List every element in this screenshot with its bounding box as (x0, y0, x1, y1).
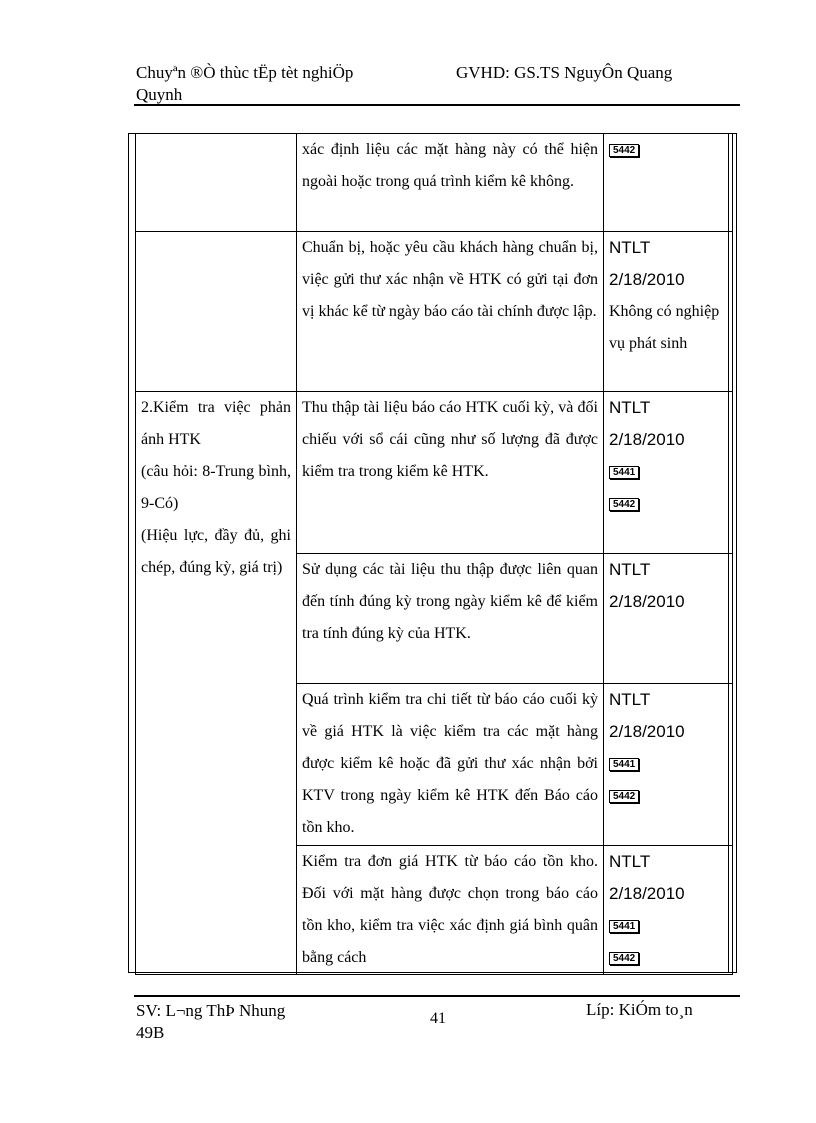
ref-badge[interactable]: 5442 (609, 144, 639, 157)
signoff: NTLT (609, 690, 651, 709)
table-row (136, 134, 733, 232)
signoff-date: 2/18/2010 (609, 592, 685, 611)
objective-assertions: (Hiệu lực, đầy đủ, ghi chép, đúng kỳ, giá trị) (141, 527, 291, 576)
procedure-cell: Quá trình kiểm tra chi tiết từ báo cáo cuối kỳ về giá HTK là việc kiểm tra các mặt hàng được kiểm kê hoặc đã gửi thư xác nhận bởi KTV trong ngày kiểm kê HTK đến Báo cáo tồn kho. (297, 684, 604, 846)
footer-rule (134, 995, 740, 997)
ref-badge[interactable]: 5442 (609, 790, 639, 803)
procedure-cell: xác định liệu các mặt hàng này có thể hiện ngoài hoặc trong quá trình kiểm kê không. (297, 134, 604, 232)
procedure-cell: Sử dụng các tài liệu thu thập được liên quan đến tính đúng kỳ trong ngày kiểm kê để kiểm tra tính đúng kỳ của HTK. (297, 554, 604, 684)
ref-badge[interactable]: 5442 (609, 498, 639, 511)
procedure-cell: Thu thập tài liệu báo cáo HTK cuối kỳ, và đối chiếu với sổ cái cũng như số lượng đã được kiểm tra trong kiểm kê HTK. (297, 392, 604, 554)
reference-cell (604, 846, 733, 975)
signoff: NTLT (609, 238, 651, 257)
objective-cell (136, 392, 297, 975)
header-title: Chuyªn ®Ò thùc tËp tèt nghiÖp (136, 63, 354, 82)
footer-left (136, 1000, 285, 1044)
signoff: NTLT (609, 398, 651, 417)
table-row (136, 232, 733, 392)
reference-cell (604, 134, 733, 232)
reference-cell (604, 232, 733, 392)
header-rule (134, 104, 740, 106)
header-title-cont: Quynh (136, 85, 183, 104)
reference-cell (604, 554, 733, 684)
objective-questions: (câu hỏi: 8-Trung bình, 9-Có) (141, 463, 291, 512)
signoff: NTLT (609, 560, 651, 579)
ref-badge[interactable]: 5442 (609, 952, 639, 965)
procedure-cell: Chuẩn bị, hoặc yêu cầu khách hàng chuẩn bị, việc gửi thư xác nhận về HTK có gửi tại đơn vị khác kể từ ngày báo cáo tài chính được lập. (297, 232, 604, 392)
header-supervisor: GVHD: GS.TS NguyÔn Quang (456, 63, 673, 82)
signoff-date: 2/18/2010 (609, 430, 685, 449)
objective-title: 2.Kiểm tra việc phản ánh HTK (141, 399, 291, 448)
footer-class-code: 49B (136, 1023, 165, 1042)
reference-cell (604, 392, 733, 554)
page-number: 41 (430, 1010, 446, 1027)
table-row (136, 392, 733, 554)
audit-table (135, 133, 733, 975)
ref-badge[interactable]: 5441 (609, 758, 639, 771)
signoff: NTLT (609, 852, 651, 871)
reference-cell (604, 684, 733, 846)
procedure-cell: Kiểm tra đơn giá HTK từ báo cáo tồn kho. Đối với mặt hàng được chọn trong báo cáo tồn kho, kiểm tra việc xác định giá bình quân bằng cách (297, 846, 604, 975)
table-cell (136, 134, 297, 232)
signoff-date: 2/18/2010 (609, 884, 685, 903)
signoff-note: Không có nghiệp vụ phát sinh (609, 303, 720, 352)
header-left (136, 62, 436, 106)
table-cell (136, 232, 297, 392)
footer-student: SV: L¬ng ThÞ Nhung (136, 1001, 286, 1020)
ref-badge[interactable]: 5441 (609, 466, 639, 479)
signoff-date: 2/18/2010 (609, 722, 685, 741)
ref-badge[interactable]: 5441 (609, 920, 639, 933)
signoff-date: 2/18/2010 (609, 270, 685, 289)
footer-class: Líp: KiÓm to¸n (586, 1000, 693, 1019)
